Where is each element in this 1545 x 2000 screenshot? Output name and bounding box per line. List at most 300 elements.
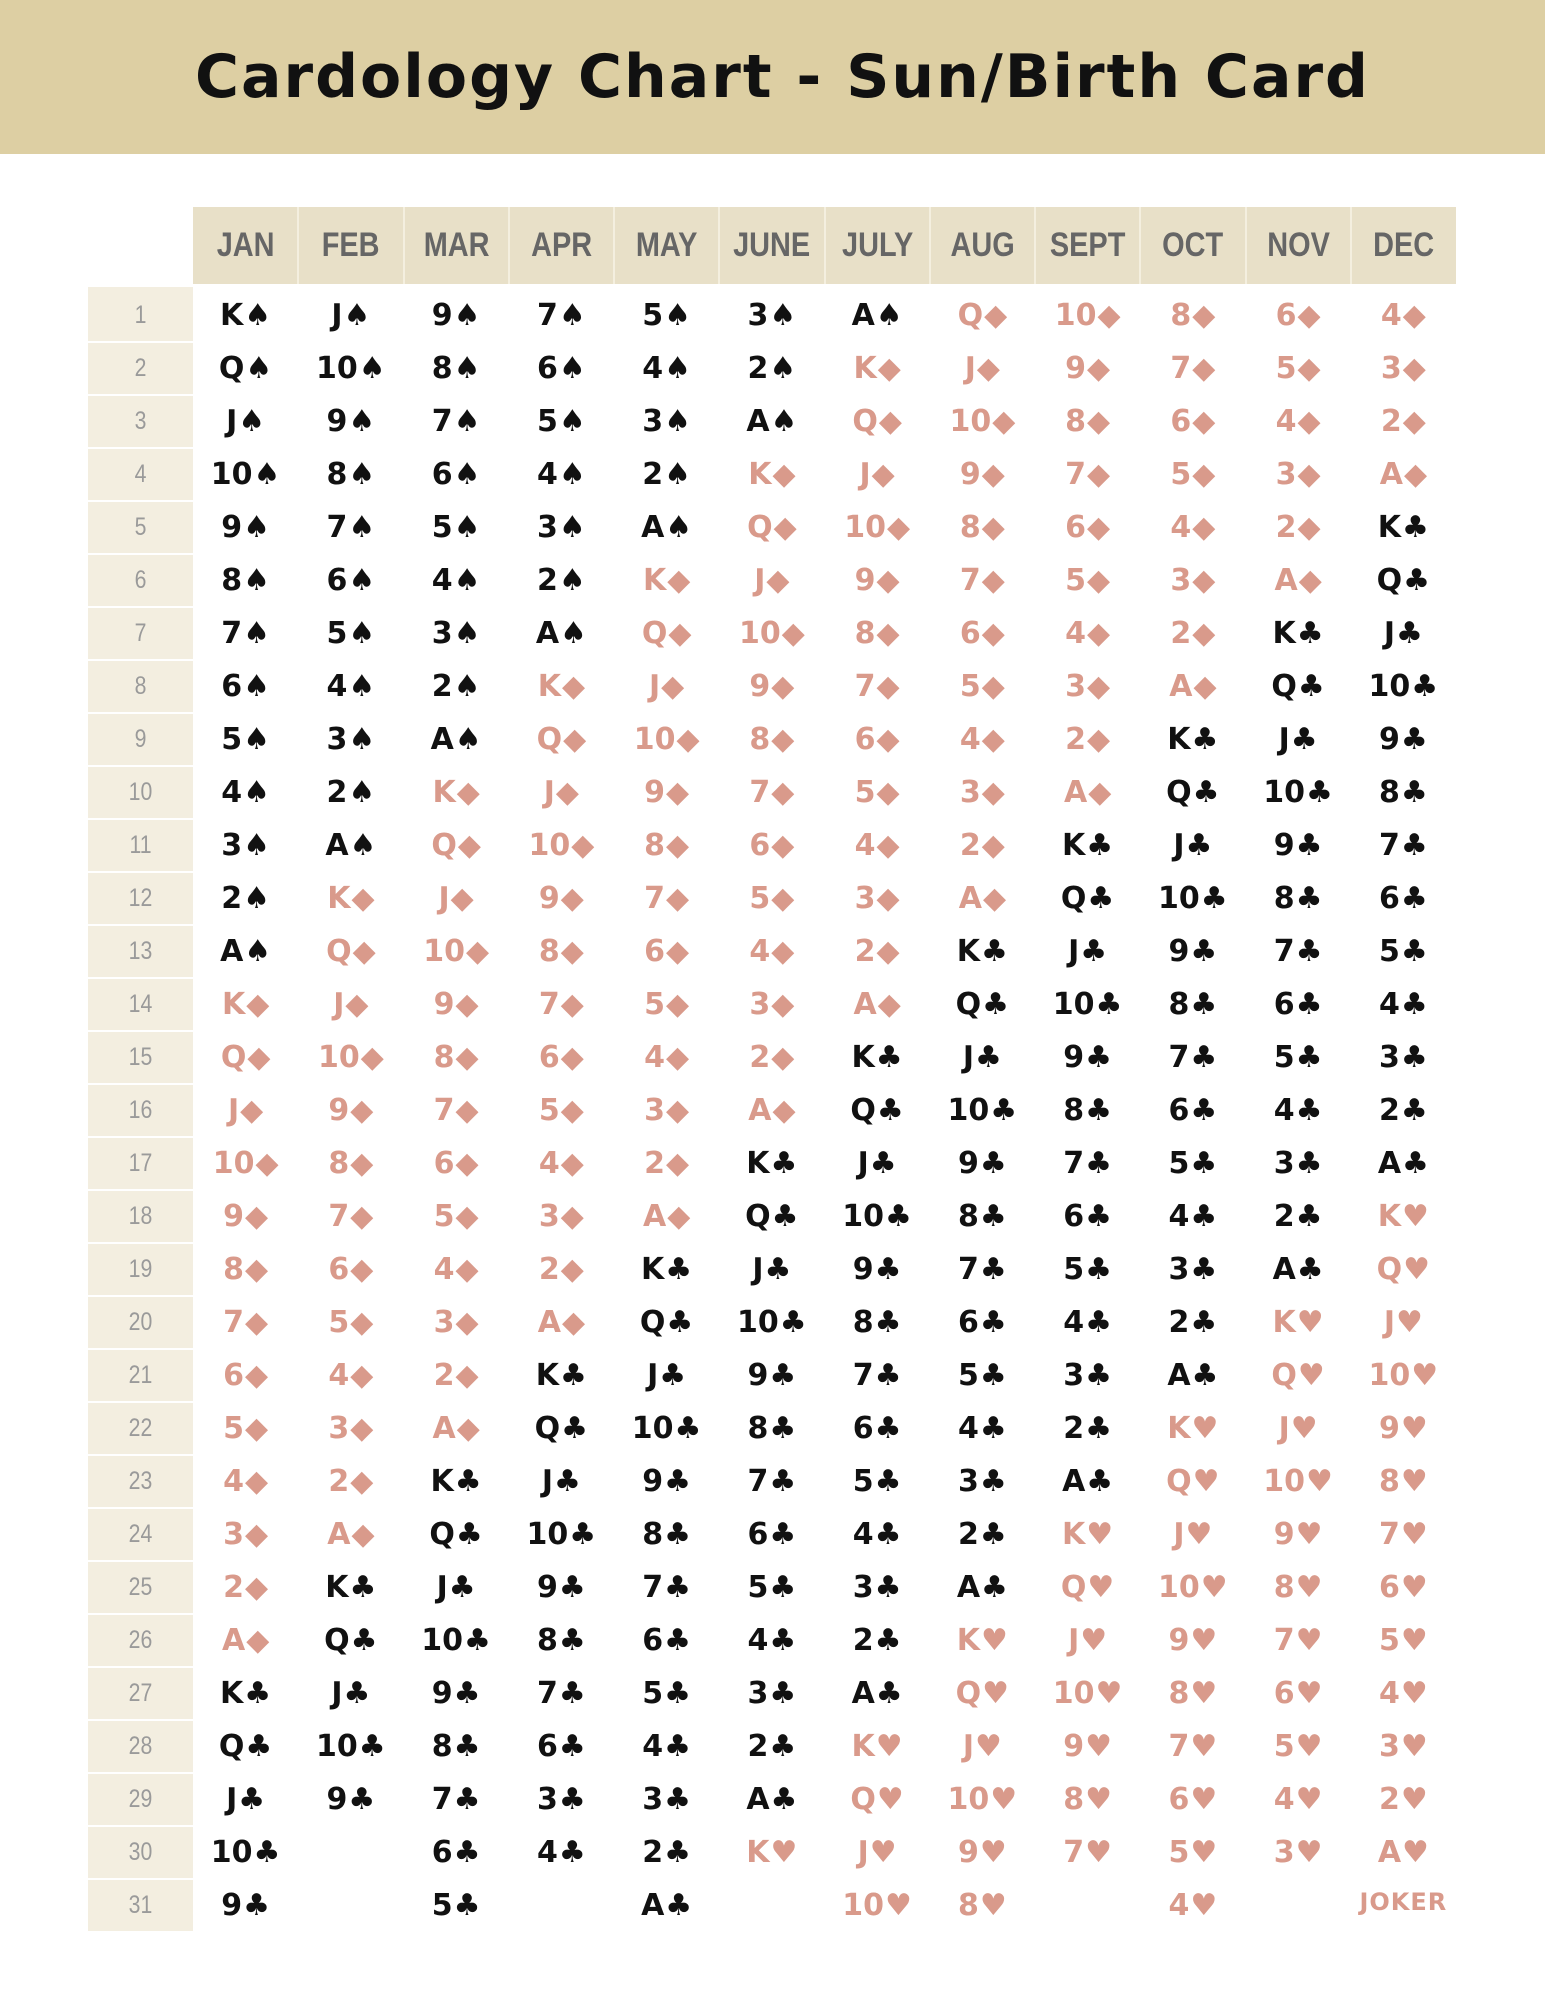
heart-icon: ♥ [981,1623,1008,1658]
day-number: 15 [128,1043,153,1071]
card-rank: J [331,298,343,333]
birth-card [1351,1773,1456,1826]
birth-card [719,1455,824,1508]
day-number: 30 [128,1838,153,1866]
birth-card [509,1349,614,1402]
birth-card [719,713,824,766]
heart-icon: ♥ [990,1782,1018,1817]
club-icon: ♣ [1185,828,1213,863]
card-rank: 2 [1065,722,1087,757]
birth-card [1246,1190,1351,1243]
card-rank: 10 [1158,1570,1200,1605]
birth-card [404,1826,509,1879]
card-rank: 7 [1273,934,1295,969]
card-rank: 10 [526,1517,569,1552]
card-rank: 9 [959,457,981,492]
birth-card [825,342,930,395]
club-icon: ♣ [1295,934,1323,969]
row-divider [88,1348,193,1350]
birth-card [404,1190,509,1243]
birth-card [193,554,298,607]
birth-card [404,1720,509,1773]
diamond-icon: ◆ [560,881,584,916]
card-rank: 6 [1168,1782,1190,1817]
club-icon: ♣ [769,1517,797,1552]
diamond-icon: ◆ [455,1358,479,1393]
birth-card [930,713,1035,766]
card-rank: 8 [328,1146,350,1181]
card-rank: 6 [1170,404,1192,439]
card-rank: 10 [212,1146,255,1181]
month-divider [824,207,826,284]
card-rank: 2 [854,934,876,969]
card-rank: K [1167,1411,1191,1446]
card-rank: Q [429,1517,455,1552]
birth-card [614,1084,719,1137]
heart-icon: ♥ [975,1729,1002,1764]
birth-card [1035,607,1140,660]
spade-icon: ♠ [770,404,798,439]
spade-icon: ♠ [348,563,376,598]
birth-card [1035,1243,1140,1296]
heart-icon: ♥ [1295,1623,1323,1658]
birth-card [825,1243,930,1296]
card-rank: 5 [1063,1252,1085,1287]
month-divider [508,207,510,284]
card-rank: J [543,775,555,810]
card-rank: 3 [1378,1729,1400,1764]
card-rank: J [754,563,766,598]
card-rank: 4 [1063,1305,1085,1340]
card-rank: 10 [528,828,571,863]
birth-card [1035,1720,1140,1773]
birth-card [298,1243,403,1296]
card-rank: J [226,404,238,439]
diamond-icon: ◆ [676,722,700,757]
diamond-icon: ◆ [245,1358,269,1393]
day-number: 20 [128,1308,153,1336]
birth-card [193,1455,298,1508]
birth-card [1351,713,1456,766]
spade-icon: ♠ [453,404,481,439]
birth-card [719,448,824,501]
card-rank: J [857,1146,869,1181]
row-divider [88,659,193,661]
card-rank: 3 [433,1305,455,1340]
card-rank: 8 [642,1517,664,1552]
diamond-icon: ◆ [871,457,895,492]
heart-icon: ♥ [869,1835,897,1870]
birth-card [1351,1084,1456,1137]
card-rank: 3 [747,298,769,333]
month-header-jan: JAN [216,226,275,264]
birth-card [825,1614,930,1667]
card-rank: J [226,1782,238,1817]
birth-card [1140,713,1245,766]
club-icon: ♣ [1402,510,1429,545]
birth-card [193,819,298,872]
day-number: 28 [128,1732,153,1760]
card-rank: 4 [1273,1093,1295,1128]
birth-card [1035,554,1140,607]
birth-card [825,1561,930,1614]
birth-card [930,925,1035,978]
birth-card [1035,1137,1140,1190]
card-rank: 6 [221,669,243,704]
card-rank: 3 [1273,1146,1295,1181]
diamond-icon: ◆ [771,934,795,969]
card-rank: A [851,1676,875,1711]
birth-card [1140,1455,1245,1508]
diamond-icon: ◆ [1087,563,1111,598]
club-icon: ♣ [979,1517,1007,1552]
card-rank: 5 [1378,934,1400,969]
card-rank: Q [1376,563,1403,598]
club-icon: ♣ [1095,987,1123,1022]
club-icon: ♣ [1297,669,1325,704]
birth-card [1246,660,1351,713]
birth-card [509,501,614,554]
card-rank: 7 [538,987,560,1022]
card-rank: Q [218,1729,245,1764]
heart-icon: ♥ [1191,1411,1219,1446]
card-rank: 9 [326,1782,348,1817]
birth-card [193,1031,298,1084]
birth-card [1246,1243,1351,1296]
card-rank: 8 [536,1623,558,1658]
diamond-icon: ◆ [772,1093,796,1128]
club-icon: ♣ [1190,987,1218,1022]
birth-card [404,1031,509,1084]
birth-card [193,342,298,395]
card-rank: J [438,881,450,916]
birth-card [298,607,403,660]
card-rank: A [221,1623,246,1658]
club-icon: ♣ [874,1517,902,1552]
birth-card [1351,607,1456,660]
club-icon: ♣ [979,1464,1007,1499]
birth-card [509,1773,614,1826]
diamond-icon: ◆ [350,1358,374,1393]
diamond-icon: ◆ [666,987,690,1022]
card-rank: 5 [1378,1623,1400,1658]
club-icon: ♣ [1295,987,1323,1022]
birth-card [404,554,509,607]
card-rank: K [851,1040,875,1075]
card-rank: 2 [536,563,558,598]
birth-card [825,713,930,766]
birth-card [298,819,403,872]
card-rank: 3 [642,1782,664,1817]
diamond-icon: ◆ [666,828,690,863]
card-rank: J [1383,1305,1395,1340]
birth-card [719,1773,824,1826]
spade-icon: ♠ [244,934,272,969]
club-icon: ♣ [874,1252,902,1287]
birth-card [825,872,930,925]
card-rank: A [537,1305,561,1340]
club-icon: ♣ [464,1623,491,1658]
row-divider [88,1719,193,1721]
card-rank: 7 [431,1782,453,1817]
birth-card [509,1137,614,1190]
card-rank: 4 [854,828,876,863]
card-rank: 3 [644,1093,666,1128]
card-rank: A [1062,1464,1086,1499]
birth-card [825,1084,930,1137]
birth-card [193,766,298,819]
card-rank: K [325,1570,349,1605]
card-rank: A [1274,563,1298,598]
card-rank: 10 [316,351,358,386]
birth-card [193,395,298,448]
month-header-nov: NOV [1266,226,1330,264]
card-rank: 3 [1170,563,1192,598]
birth-card [509,289,614,342]
club-icon: ♣ [779,1305,807,1340]
card-rank: 8 [959,510,981,545]
card-rank: 4 [223,1464,245,1499]
day-number: 7 [134,619,147,647]
card-rank: 2 [747,351,769,386]
card-rank: J [859,457,871,492]
birth-card [509,978,614,1031]
club-icon: ♣ [238,1782,266,1817]
card-rank: 9 [747,1358,769,1393]
card-rank: A [958,881,982,916]
diamond-icon: ◆ [245,1199,269,1234]
birth-card [509,925,614,978]
heart-icon: ♥ [1400,1729,1428,1764]
card-rank: K [432,775,456,810]
birth-card [193,289,298,342]
card-rank: 9 [223,1199,245,1234]
birth-card [509,1614,614,1667]
birth-card [298,342,403,395]
spade-icon: ♠ [358,351,386,386]
diamond-icon: ◆ [246,987,270,1022]
birth-card [1140,872,1245,925]
birth-card [719,501,824,554]
birth-card [1246,978,1351,1031]
club-icon: ♣ [874,1623,902,1658]
card-rank: A [1377,1835,1402,1870]
birth-card [298,1667,403,1720]
club-icon: ♣ [769,1676,797,1711]
heart-icon: ♥ [1402,1199,1429,1234]
card-rank: 8 [1378,775,1400,810]
card-rank: J [331,1676,343,1711]
card-rank: 5 [433,1199,455,1234]
heart-icon: ♥ [1190,1623,1218,1658]
diamond-icon: ◆ [981,510,1005,545]
diamond-icon: ◆ [350,1305,374,1340]
birth-card [404,1455,509,1508]
club-icon: ♣ [1190,1093,1218,1128]
card-rank: 2 [223,1570,245,1605]
birth-card [404,1561,509,1614]
heart-icon: ♥ [1396,1305,1423,1340]
card-rank: J [1173,828,1185,863]
diamond-icon: ◆ [245,1252,269,1287]
birth-card [404,1137,509,1190]
card-rank: K [1062,828,1086,863]
club-icon: ♣ [874,1411,902,1446]
birth-card [298,872,403,925]
birth-card [1246,289,1351,342]
club-icon: ♣ [348,1782,376,1817]
diamond-icon: ◆ [561,669,586,704]
month-divider [1245,207,1247,284]
card-rank: 6 [328,1252,350,1287]
club-icon: ♣ [1200,881,1228,916]
heart-icon: ♥ [1400,1517,1428,1552]
card-rank: 3 [1380,351,1402,386]
diamond-icon: ◆ [1402,351,1426,386]
card-rank: 2 [749,1040,771,1075]
card-rank: 6 [642,1623,664,1658]
birth-card [1246,925,1351,978]
card-rank: 9 [642,1464,664,1499]
card-rank: 3 [959,775,981,810]
diamond-icon: ◆ [465,934,490,969]
birth-card [298,1296,403,1349]
card-rank: 6 [1063,1199,1085,1234]
card-rank: 7 [431,404,453,439]
card-rank: 7 [749,775,771,810]
club-icon: ♣ [1085,1358,1113,1393]
card-rank: 4 [644,1040,666,1075]
diamond-icon: ◆ [766,563,790,598]
birth-card [404,872,509,925]
row-divider [88,871,193,873]
card-rank: 3 [852,1570,874,1605]
birth-card [614,1561,719,1614]
card-rank: 9 [221,1888,243,1923]
birth-card [1351,978,1456,1031]
card-rank: 9 [1168,934,1190,969]
club-icon: ♣ [453,1676,481,1711]
diamond-icon: ◆ [666,775,690,810]
diamond-icon: ◆ [1193,669,1217,704]
card-rank: 8 [431,351,453,386]
card-rank: 6 [1273,987,1295,1022]
card-rank: 4 [433,1252,455,1287]
heart-icon: ♥ [982,1676,1010,1711]
club-icon: ♣ [343,1676,371,1711]
club-icon: ♣ [981,1570,1008,1605]
diamond-icon: ◆ [350,1464,374,1499]
card-rank: Q [534,1411,561,1446]
card-rank: 5 [854,775,876,810]
birth-card [825,660,930,713]
card-rank: 4 [326,669,348,704]
day-number: 19 [128,1255,153,1283]
club-icon: ♣ [1295,1146,1323,1181]
diamond-icon: ◆ [245,1570,269,1605]
birth-card [825,1296,930,1349]
row-divider [88,341,193,343]
card-rank: 9 [1378,722,1400,757]
diamond-icon: ◆ [561,1305,586,1340]
card-rank: 2 [642,1835,664,1870]
card-rank: 4 [1168,1888,1190,1923]
birth-card [404,1349,509,1402]
heart-icon: ♥ [1085,1729,1113,1764]
card-rank: 7 [642,1570,664,1605]
card-rank: 9 [1063,1729,1085,1764]
heart-icon: ♥ [1402,1835,1429,1870]
diamond-icon: ◆ [352,934,376,969]
card-rank: A [220,934,244,969]
row-divider [88,1401,193,1403]
birth-card [1351,1349,1456,1402]
diamond-icon: ◆ [455,987,479,1022]
card-rank: 4 [1380,298,1402,333]
card-rank: A [642,1199,667,1234]
birth-card [1246,1402,1351,1455]
diamond-icon: ◆ [771,987,795,1022]
card-rank: Q [747,510,773,545]
club-icon: ♣ [558,1623,586,1658]
birth-card [1351,289,1456,342]
club-icon: ♣ [769,1570,797,1605]
spade-icon: ♠ [453,669,481,704]
card-rank: K [1272,1305,1296,1340]
card-rank: 6 [433,1146,455,1181]
spade-icon: ♠ [253,457,281,492]
card-rank: Q [324,1623,350,1658]
card-rank: 9 [1378,1411,1400,1446]
birth-card [193,1614,298,1667]
day-number: 16 [128,1096,153,1124]
birth-card [509,1031,614,1084]
birth-card [193,1826,298,1879]
birth-card [1246,1455,1351,1508]
card-rank: 5 [852,1464,874,1499]
birth-card [930,1508,1035,1561]
spade-icon: ♠ [453,298,481,333]
birth-card [1140,554,1245,607]
birth-card [614,819,719,872]
birth-card [509,1190,614,1243]
club-icon: ♣ [1295,1040,1323,1075]
card-rank: 5 [538,1093,560,1128]
card-rank: 7 [536,1676,558,1711]
diamond-icon: ◆ [876,881,900,916]
card-rank: 9 [852,1252,874,1287]
card-rank: K [535,1358,560,1393]
birth-card [614,1031,719,1084]
birth-card [1351,342,1456,395]
diamond-icon: ◆ [771,881,795,916]
club-icon: ♣ [453,1888,481,1923]
spade-icon: ♠ [453,457,481,492]
birth-card [1351,1455,1456,1508]
card-rank: 3 [538,1199,560,1234]
card-rank: 5 [747,1570,769,1605]
diamond-icon: ◆ [771,775,795,810]
diamond-icon: ◆ [1087,722,1111,757]
card-rank: 2 [957,1517,979,1552]
diamond-icon: ◆ [1402,404,1426,439]
card-rank: 10 [1052,1676,1095,1711]
card-rank: K [853,351,877,386]
birth-card [930,554,1035,607]
birth-card [404,819,509,872]
card-rank: 3 [1275,457,1297,492]
card-rank: 9 [749,669,771,704]
